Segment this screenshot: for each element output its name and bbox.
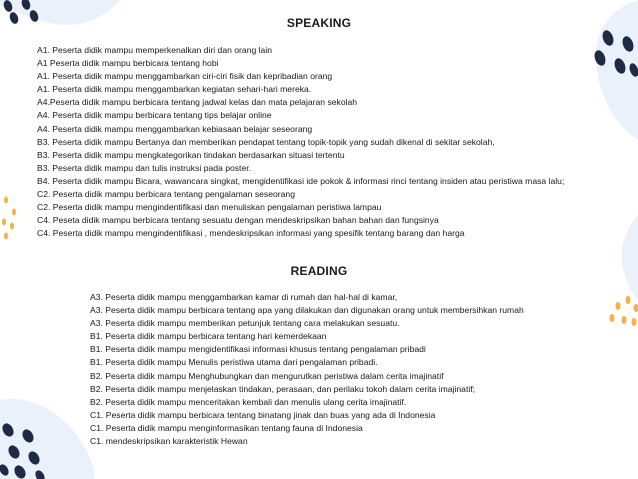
speaking-item: A1. Peserta didik mampu memperkenalkan diri dan orang lain bbox=[37, 45, 273, 55]
speaking-item: B3. Peserta didik mampu mengkategorikan tindakan berdasarkan situasi tertentu bbox=[37, 149, 345, 160]
reading-item: B2. Peserta didik mampu Menghubungkan dan mengurutkan peristiwa dalam cerita imajinatif bbox=[90, 370, 444, 381]
speaking-title: SPEAKING bbox=[286, 16, 352, 30]
speaking-item: A1. Peserta didik mampu menggambarkan ciri-ciri fisik dan kepribadian orang bbox=[37, 71, 333, 82]
speaking-item: A4. Peserta didik mampu berbicara tentang tips belajar online bbox=[37, 110, 272, 121]
speaking-item: C2. Peserta didik mampu berbicara tentang pengalaman seseorang bbox=[37, 189, 295, 200]
reading-item: B1. Peserta didik mampu mengidentifikasi informasi khusus tentang pengalaman pribadi bbox=[90, 344, 426, 355]
reading-item: C1. Peserta didik mampu menginformasikan tentang fauna di Indonesia bbox=[90, 422, 363, 433]
speaking-item: B4. Peserta didik mampu Bicara, wawancara singkat, mengidentifikasi ide pokok & informasi rinci tentang insiden atau peristiwa masa lalu; bbox=[37, 175, 565, 186]
reading-list bbox=[90, 291, 524, 448]
speaking-item: B3. Peserta didik mampu Bertanya dan memberikan pendapat tentang topik-topik yang sudah dikenal di sekitar sekolah, bbox=[37, 136, 495, 147]
speaking-item: A1 Peserta didik mampu berbicara tentang hobi bbox=[37, 58, 219, 69]
reading-item: C1. mendeskripsikan karakteristik Hewan bbox=[90, 436, 248, 447]
reading-item: A3. Peserta didik mampu berbicara tentang apa yang dilakukan dan digunakan orang untuk membersihkan rumah bbox=[90, 305, 524, 316]
dots-left-orange bbox=[2, 197, 16, 240]
dots-right-orange bbox=[610, 296, 638, 326]
speaking-list bbox=[37, 44, 564, 240]
reading-item: A3. Peserta didik mampu menggambarkan kamar di rumah dan hal-hal di kamar, bbox=[90, 292, 398, 302]
speaking-item: A1. Peserta didik mampu menggambarkan kegiatan sehari-hari mereka. bbox=[37, 84, 312, 95]
reading-item: B1. Peserta didik mampu berbicara tentang hari kemerdekaan bbox=[90, 331, 327, 342]
reading-item: A3. Peserta didik mampu memberikan petunjuk tentang cara melakukan sesuatu. bbox=[90, 318, 400, 329]
reading-item: C1. Peserta didik mampu berbicara tentang binatang jinak dan buas yang ada di Indonesia bbox=[90, 409, 436, 420]
reading-item: B2. Peserta didik mampu menjelaskan tindakan, perasaan, dan perilaku tokoh dalam cerita imajinatif; bbox=[90, 383, 476, 394]
reading-item: B2. Peserta didik mampu menceritakan kembali dan menulis ulang cerita imajinatif. bbox=[90, 396, 407, 407]
speaking-item: A4.Peserta didik mampu berbicara tentang jadwal kelas dan mata pelajaran sekolah bbox=[37, 97, 358, 108]
speaking-item: B3. Peserta didik mampu dan tulis instruksi pada poster. bbox=[37, 162, 251, 173]
right-lower-blob bbox=[622, 215, 638, 300]
speaking-item: C4. Peserta didik mampu mengindentifikasi , mendeskripsikan informasi yang spesifik tentang barang dan harga bbox=[37, 228, 465, 239]
bottom-left-blob bbox=[0, 399, 94, 479]
reading-title: READING bbox=[290, 264, 348, 278]
speaking-item: C2. Peserta didik mampu mengindentifikasi dan menuliskan pengalaman peristiwa lampau bbox=[37, 202, 382, 213]
speaking-item: C4. Peseta didik mampu berbicara tentang sesuatu dengan mendeskripsikan bahan bahan dan fungsinya bbox=[37, 215, 439, 226]
speaking-item: A4. Peserta didik mampu menggambarkan kebiasaan belajar seseorang bbox=[37, 123, 313, 134]
reading-item: B1. Peserta didik mampu Menulis peristiwa utama dari pengalaman pribadi. bbox=[90, 357, 378, 368]
